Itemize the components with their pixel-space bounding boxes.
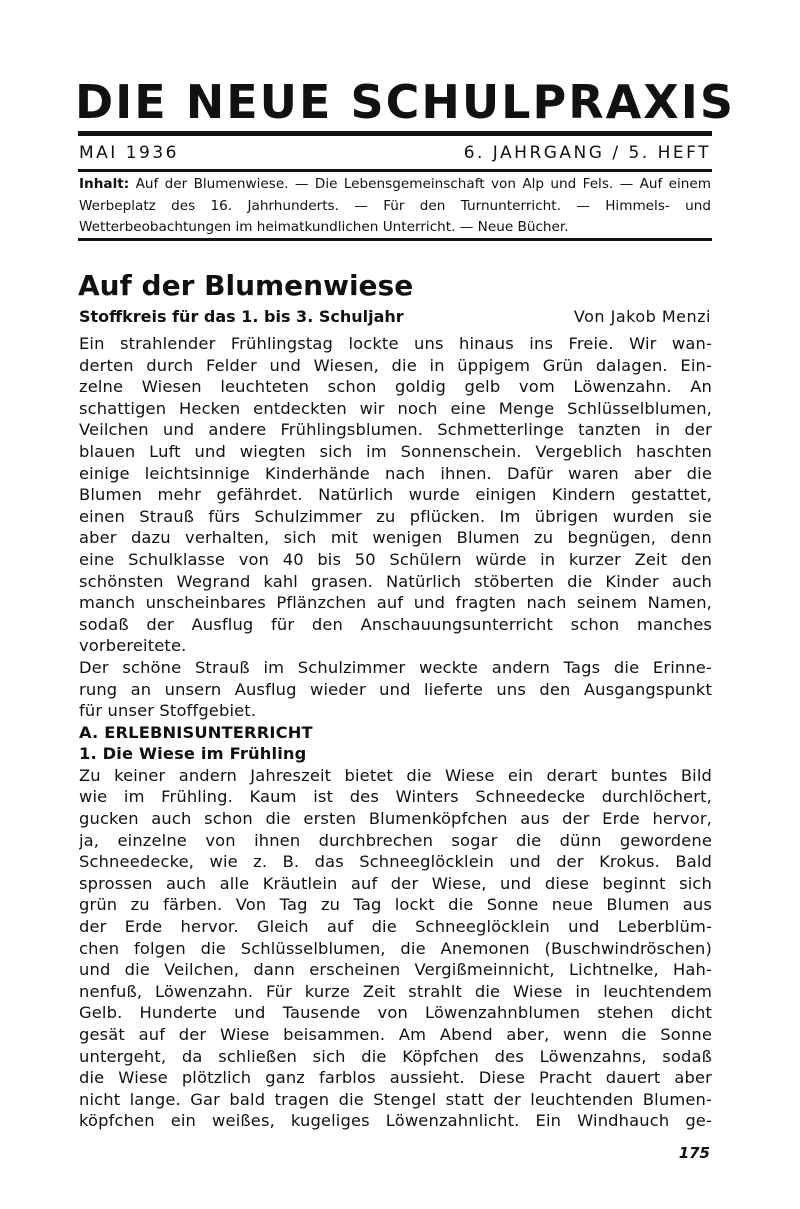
section-heading: 1. Die Wiese im Frühling bbox=[79, 744, 307, 764]
body-line: einige leichtsinnige Kinderhände nach ihnen. Dafür waren aber die bbox=[79, 463, 712, 483]
article-body bbox=[79, 333, 712, 1132]
body-line: Zu keiner andern Jahreszeit bietet die Wiese ein derart buntes Bild bbox=[79, 765, 712, 785]
body-line: blauen Luft und wiegten sich im Sonnenschein. Vergeblich haschten bbox=[79, 441, 712, 461]
body-line: nenfuß, Löwenzahn. Für kurze Zeit strahlt die Wiese in leuchtendem bbox=[79, 981, 712, 1001]
body-line: grün zu färben. Von Tag zu Tag lockt die Sonne neue Blumen aus bbox=[79, 895, 712, 915]
body-line: und die Veilchen, dann erscheinen Vergißmeinnicht, Lichtnelke, Hah- bbox=[79, 960, 712, 980]
body-line: Der schöne Strauß im Schulzimmer weckte andern Tags die Erinne- bbox=[79, 657, 712, 677]
top-rule bbox=[78, 131, 712, 136]
body-line: der Erde hervor. Gleich auf die Schneeglöcklein und Leberblüm- bbox=[79, 917, 712, 937]
body-line: schattigen Hecken entdeckten wir noch eine Menge Schlüsselblumen, bbox=[79, 398, 712, 418]
body-line: nicht lange. Gar bald tragen die Stengel statt der leuchtenden Blumen- bbox=[79, 1089, 712, 1109]
body-line: Ein strahlender Frühlingstag lockte uns hinaus ins Freie. Wir wan- bbox=[79, 334, 712, 353]
body-line: Gelb. Hunderte und Tausende von Löwenzahnblumen stehen dicht bbox=[79, 1003, 712, 1023]
body-line: derten durch Felder und Wiesen, die in üppigem Grün dalagen. Ein- bbox=[79, 355, 712, 375]
article-author: Von Jakob Menzi bbox=[573, 307, 711, 326]
body-line: die Wiese plötzlich ganz farblos aussieht. Diese Pracht dauert aber bbox=[79, 1068, 712, 1088]
table-of-contents bbox=[79, 174, 711, 239]
issue-number: 6. JAHRGANG / 5. HEFT bbox=[463, 143, 711, 163]
body-line: wie im Frühling. Kaum ist des Winters Schneedecke durchlöchert, bbox=[79, 787, 712, 807]
contents-label: Inhalt: bbox=[79, 176, 130, 192]
body-line: chen folgen die Schlüsselblumen, die Anemonen (Buschwindröschen) bbox=[79, 938, 712, 958]
issue-rule bbox=[78, 169, 712, 172]
body-line: rung an unsern Ausflug wieder und lieferte uns den Ausgangspunkt bbox=[79, 679, 712, 699]
body-line: einen Strauß fürs Schulzimmer zu pflücken. Im übrigen wurden sie bbox=[79, 506, 712, 526]
journal-title: DIE NEUE SCHULPRAXIS bbox=[75, 75, 735, 129]
body-line: Veilchen und andere Frühlingsblumen. Schmetterlinge tanzten in der bbox=[79, 420, 712, 440]
body-line: eine Schulklasse von 40 bis 50 Schülern würde in kurzer Zeit den bbox=[79, 549, 712, 569]
body-line: aber dazu verhalten, sich mit wenigen Blumen zu begnügen, denn bbox=[79, 528, 712, 548]
article-title: Auf der Blumenwiese bbox=[78, 269, 414, 302]
issue-date: MAI 1936 bbox=[79, 143, 179, 163]
body-line: Schneedecke, wie z. B. das Schneeglöcklein und der Krokus. Bald bbox=[79, 852, 712, 872]
page-number: 175 bbox=[678, 1144, 710, 1162]
contents-text: Auf der Blumenwiese. — Die Lebensgemeinschaft von Alp und Fels. — Auf einem Werbeplatz des 16. Jahrhunderts. — Für den Turnunterricht. — Himmels- und Wetterbeobachtungen im heimatkundlichen Unterricht. — Neue Bücher. bbox=[79, 176, 711, 235]
article-byline-row bbox=[79, 307, 711, 331]
article-subtitle: Stoffkreis für das 1. bis 3. Schuljahr bbox=[79, 307, 404, 326]
contents-rule bbox=[78, 238, 712, 241]
body-line: schönsten Wegrand kahl grasen. Natürlich stöberten die Kinder auch bbox=[79, 571, 712, 591]
body-line: gucken auch schon die ersten Blumenköpfchen aus der Erde hervor, bbox=[79, 809, 712, 829]
body-line: sprossen auch alle Kräutlein auf der Wiese, und diese beginnt sich bbox=[79, 873, 712, 893]
body-line: manch unscheinbares Pflänzchen auf und fragten nach seinem Namen, bbox=[79, 593, 712, 613]
body-line: vorbereitete. bbox=[79, 636, 187, 656]
body-line: ja, einzelne von ihnen durchbrechen sogar die dünn gewordene bbox=[79, 830, 712, 850]
body-line: gesät auf der Wiese beisammen. Am Abend aber, wenn die Sonne bbox=[79, 1025, 712, 1044]
section-heading: A. ERLEBNISUNTERRICHT bbox=[79, 722, 313, 742]
issue-line bbox=[79, 141, 711, 167]
body-line: köpfchen ein weißes, kugeliges Löwenzahnlicht. Ein Windhauch ge- bbox=[79, 1111, 712, 1131]
body-line: zelne Wiesen leuchteten schon goldig gelb vom Löwenzahn. An bbox=[79, 377, 712, 397]
body-line: für unser Stoffgebiet. bbox=[79, 701, 257, 721]
body-line: Blumen mehr gefährdet. Natürlich wurde einigen Kindern gestattet, bbox=[79, 485, 712, 505]
body-line: sodaß der Ausflug für den Anschauungsunterricht schon manches bbox=[79, 614, 712, 634]
body-line: untergeht, da schließen sich die Köpfchen des Löwenzahns, sodaß bbox=[79, 1046, 712, 1066]
